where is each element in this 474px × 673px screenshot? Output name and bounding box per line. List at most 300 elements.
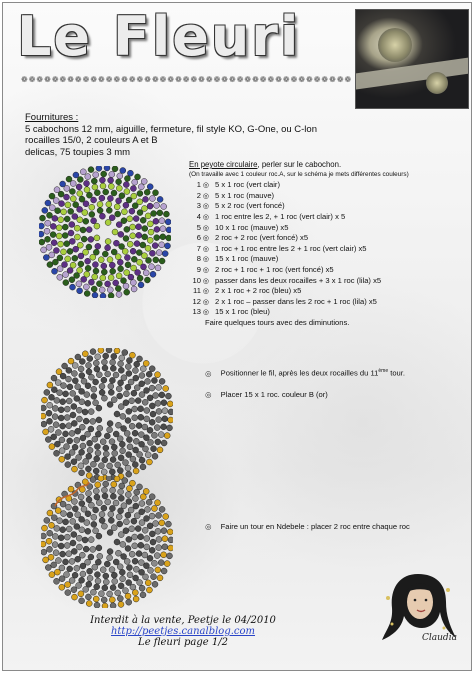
step-item xyxy=(189,201,459,212)
bead xyxy=(85,528,91,534)
bead xyxy=(83,418,89,424)
bead xyxy=(73,202,79,208)
bead xyxy=(94,584,100,590)
bead xyxy=(114,476,120,482)
bead xyxy=(63,272,69,278)
bead xyxy=(149,250,155,256)
bead xyxy=(120,168,126,174)
bead xyxy=(119,355,125,361)
bead xyxy=(125,593,131,599)
bead xyxy=(145,378,151,384)
step-item xyxy=(189,233,459,244)
bead xyxy=(162,536,168,542)
bead xyxy=(133,438,139,444)
bead xyxy=(138,184,144,190)
bead xyxy=(58,535,64,541)
bead xyxy=(109,597,115,603)
bead xyxy=(144,189,150,195)
bead xyxy=(109,215,115,221)
bead xyxy=(126,486,132,492)
bead xyxy=(142,552,148,558)
instructions-section xyxy=(189,160,459,328)
bead xyxy=(86,490,92,496)
bead xyxy=(52,268,58,274)
bead xyxy=(88,537,94,543)
bead xyxy=(71,532,77,538)
bead xyxy=(65,590,71,596)
bead xyxy=(106,476,112,481)
bead xyxy=(49,394,55,400)
bead xyxy=(120,541,126,547)
bead xyxy=(70,196,76,202)
bead xyxy=(80,563,86,569)
bead xyxy=(65,256,71,262)
bead xyxy=(131,518,137,524)
bead xyxy=(92,292,98,298)
bead xyxy=(107,549,113,555)
bead xyxy=(85,400,91,406)
bead xyxy=(47,382,53,388)
bead xyxy=(149,366,155,372)
bead xyxy=(71,420,77,426)
bead xyxy=(51,375,57,381)
bead xyxy=(98,463,104,469)
bead xyxy=(115,590,121,596)
bead xyxy=(41,247,47,253)
bead xyxy=(109,505,115,511)
bead xyxy=(102,493,108,499)
bead xyxy=(84,291,90,297)
bead xyxy=(103,573,109,579)
bead xyxy=(138,542,144,548)
bead xyxy=(58,407,64,413)
bead xyxy=(95,450,101,456)
supplies-line: delicas, 75 toupies 3 mm xyxy=(25,146,131,158)
bead xyxy=(114,411,120,417)
step-item xyxy=(189,254,459,265)
bead xyxy=(139,501,145,507)
bead xyxy=(146,499,152,505)
bead xyxy=(100,183,106,189)
note-text-end: tour. xyxy=(388,368,405,378)
bead xyxy=(145,580,151,586)
bead xyxy=(151,211,157,217)
bead xyxy=(153,393,159,399)
bead xyxy=(77,177,83,183)
bead xyxy=(126,499,132,505)
bead xyxy=(88,502,94,508)
bead xyxy=(71,404,77,410)
bead xyxy=(52,533,58,539)
bead xyxy=(63,391,69,397)
bead xyxy=(105,281,111,287)
bead xyxy=(168,417,173,423)
bead xyxy=(152,581,158,587)
bead xyxy=(85,265,91,271)
bead xyxy=(93,468,99,474)
bead xyxy=(149,531,155,537)
bead xyxy=(151,446,157,452)
bead xyxy=(88,426,94,432)
bead xyxy=(100,293,106,298)
bead xyxy=(153,257,159,263)
bead xyxy=(72,506,78,512)
bead xyxy=(54,187,60,193)
footer xyxy=(63,615,303,648)
bead xyxy=(109,567,115,573)
bead xyxy=(80,227,86,233)
bead xyxy=(51,562,57,568)
bead xyxy=(108,177,114,183)
bead xyxy=(136,423,142,429)
bead xyxy=(130,248,136,254)
bead xyxy=(72,214,78,220)
step-text: 15 x 1 roc (bleu) xyxy=(215,307,270,317)
bead xyxy=(118,266,124,272)
bead xyxy=(63,431,69,437)
bead xyxy=(59,448,65,454)
bead xyxy=(95,578,101,584)
bead xyxy=(164,561,170,567)
bead xyxy=(166,235,171,241)
bead xyxy=(140,494,146,500)
bead xyxy=(69,430,75,436)
bead xyxy=(106,207,112,213)
bead xyxy=(144,516,150,522)
bead xyxy=(62,224,68,230)
bead xyxy=(47,530,53,536)
bead xyxy=(140,592,146,598)
bead xyxy=(112,166,118,172)
bead xyxy=(134,361,140,367)
bead xyxy=(151,560,157,566)
step-text: 10 x 1 roc (mauve) x5 xyxy=(215,222,289,232)
bead xyxy=(70,390,76,396)
bead xyxy=(153,521,159,527)
bead xyxy=(151,506,157,512)
bead xyxy=(121,209,127,215)
bead xyxy=(107,427,113,433)
bead xyxy=(103,451,109,457)
bead xyxy=(155,528,161,534)
bead xyxy=(71,459,77,465)
bead xyxy=(96,500,102,506)
bead xyxy=(42,207,48,213)
bead xyxy=(136,224,142,230)
bead xyxy=(44,517,50,523)
bead xyxy=(70,518,76,524)
bead xyxy=(86,244,92,250)
bead xyxy=(154,226,160,232)
bead xyxy=(66,504,72,510)
bead xyxy=(142,234,148,240)
footer-page-number: Le fleuri page 1/2 xyxy=(138,637,228,648)
bead xyxy=(110,487,116,493)
bead xyxy=(161,528,167,534)
bead xyxy=(127,241,133,247)
step-number: 1 ◎ xyxy=(189,180,209,191)
instructions-subheading: (On travaille avec 1 couleur roc.A, sur le schéma je mets différentes couleurs) xyxy=(189,170,409,178)
bead xyxy=(137,580,143,586)
bead xyxy=(158,560,164,566)
bead xyxy=(84,180,90,186)
bead xyxy=(86,192,92,198)
bead xyxy=(134,489,140,495)
bead xyxy=(123,202,129,208)
bead xyxy=(101,523,107,529)
bead xyxy=(67,384,73,390)
bead xyxy=(105,239,111,245)
bead xyxy=(135,174,141,180)
bead xyxy=(163,514,169,520)
bead xyxy=(107,463,113,469)
bead xyxy=(66,398,72,404)
bead xyxy=(133,468,139,474)
bead xyxy=(113,240,119,246)
step-number: 9 ◎ xyxy=(189,265,209,276)
bead xyxy=(140,366,146,372)
bead xyxy=(146,587,152,593)
bead xyxy=(82,210,88,216)
bead xyxy=(96,545,102,551)
closing-instruction: Faire quelques tours avec des diminutions. xyxy=(205,317,350,327)
bead xyxy=(81,276,87,282)
bead xyxy=(91,521,97,527)
bead xyxy=(130,224,136,230)
bead xyxy=(64,241,70,247)
bead xyxy=(90,461,96,467)
bead xyxy=(149,264,155,270)
step-item xyxy=(189,191,459,202)
bead xyxy=(131,256,137,262)
bead xyxy=(126,565,132,571)
bead xyxy=(118,583,124,589)
bead xyxy=(94,190,100,196)
bead xyxy=(155,567,161,573)
bead xyxy=(99,213,105,219)
bead xyxy=(151,574,157,580)
bead xyxy=(87,575,93,581)
bead xyxy=(145,452,151,458)
bead xyxy=(110,585,116,591)
instructions-heading xyxy=(189,160,459,170)
bead xyxy=(117,259,123,265)
bead xyxy=(77,191,83,197)
bead xyxy=(122,478,128,484)
bead xyxy=(57,518,63,524)
bead xyxy=(87,568,93,574)
bead xyxy=(139,509,145,515)
bead xyxy=(106,348,112,353)
bead xyxy=(156,417,162,423)
bead xyxy=(110,268,116,274)
bead xyxy=(53,422,59,428)
bead xyxy=(133,216,139,222)
bead xyxy=(78,494,84,500)
bead xyxy=(115,211,121,217)
bead xyxy=(111,525,117,531)
bead xyxy=(110,457,116,463)
bead xyxy=(82,537,88,543)
bead xyxy=(93,596,99,602)
diagram-gray-flower xyxy=(41,348,173,480)
bead xyxy=(142,226,148,232)
bead xyxy=(116,273,122,279)
bead xyxy=(71,587,77,593)
bead xyxy=(144,277,150,283)
step-item xyxy=(189,286,459,297)
bead xyxy=(130,186,136,192)
bead xyxy=(132,179,138,185)
bead xyxy=(129,480,135,486)
bead xyxy=(126,358,132,364)
step-number: 12 ◎ xyxy=(189,297,209,308)
bead xyxy=(126,599,132,605)
bead xyxy=(159,392,165,398)
step-number: 13 ◎ xyxy=(189,307,209,318)
photo-band xyxy=(355,55,469,90)
bead xyxy=(76,416,82,422)
bead xyxy=(131,193,137,199)
bead xyxy=(165,521,171,527)
bead xyxy=(123,519,129,525)
bead xyxy=(98,476,104,481)
bead xyxy=(111,190,117,196)
bead xyxy=(101,377,107,383)
bead xyxy=(132,415,138,421)
bead xyxy=(70,284,76,290)
bead xyxy=(137,275,143,281)
bead xyxy=(129,423,135,429)
bead xyxy=(80,443,86,449)
bead xyxy=(91,178,97,184)
bead xyxy=(76,281,82,287)
bead xyxy=(67,566,73,572)
flower-border-line: ❁❁❁❁❁❁❁❁❁❁❁❁❁❁❁❁❁❁❁❁❁❁❁❁❁❁❁❁❁❁❁❁❁❁❁❁❁❁❁❁❁❁❁ xyxy=(21,75,353,84)
bead xyxy=(132,406,138,412)
bead xyxy=(159,520,165,526)
bead xyxy=(135,526,141,532)
bead xyxy=(41,549,47,555)
bead xyxy=(103,481,109,487)
bead xyxy=(81,236,87,242)
bead xyxy=(49,193,55,199)
bead xyxy=(118,601,124,607)
bead xyxy=(149,196,155,202)
bead xyxy=(102,365,108,371)
bead xyxy=(69,558,75,564)
bead xyxy=(123,528,129,534)
bead xyxy=(111,481,117,487)
bead xyxy=(145,245,151,251)
bead xyxy=(147,221,153,227)
bead xyxy=(107,402,113,408)
bead xyxy=(132,558,138,564)
bead xyxy=(156,384,162,390)
bead xyxy=(75,354,81,360)
bead xyxy=(88,236,94,242)
bead xyxy=(154,235,160,241)
bead xyxy=(156,545,162,551)
bead xyxy=(149,419,155,425)
bead xyxy=(75,384,81,390)
bead xyxy=(126,536,132,542)
bead xyxy=(102,251,108,257)
bead xyxy=(131,286,137,292)
bead xyxy=(116,386,122,392)
bead xyxy=(72,572,78,578)
blog-link[interactable]: http://peetjes.canalblog.com xyxy=(110,626,256,637)
step-number: 5 ◎ xyxy=(189,223,209,234)
diagram-colored-flower xyxy=(39,166,171,298)
bead xyxy=(90,477,96,483)
bead xyxy=(84,520,90,526)
bead xyxy=(46,538,52,544)
note-position-thread xyxy=(205,368,405,378)
bead xyxy=(132,496,138,502)
bead xyxy=(43,429,49,435)
bead xyxy=(144,544,150,550)
bead xyxy=(73,246,79,252)
note-place-gold xyxy=(205,390,328,399)
bead xyxy=(76,583,82,589)
bead xyxy=(72,378,78,384)
bead xyxy=(105,371,111,377)
bead xyxy=(127,444,133,450)
bead xyxy=(147,427,153,433)
bead xyxy=(163,211,169,217)
bead xyxy=(106,201,112,207)
step-text: 15 x 1 roc (mauve) xyxy=(215,254,279,264)
bead xyxy=(86,362,92,368)
bead xyxy=(110,365,116,371)
bead xyxy=(151,378,157,384)
bead xyxy=(160,234,166,240)
bead xyxy=(107,555,113,561)
bead xyxy=(116,179,122,185)
bead xyxy=(147,555,153,561)
bead xyxy=(129,208,135,214)
bead xyxy=(163,386,169,392)
bead xyxy=(74,524,80,530)
bead xyxy=(125,492,131,498)
bead xyxy=(154,202,160,208)
bead xyxy=(89,211,95,217)
bead xyxy=(117,596,123,602)
bead xyxy=(54,525,60,531)
bead xyxy=(161,204,167,210)
bead xyxy=(132,368,138,374)
bead xyxy=(57,266,63,272)
steps-list xyxy=(189,180,459,327)
bead xyxy=(80,169,86,175)
bead xyxy=(56,225,62,231)
bead xyxy=(96,372,102,378)
bead xyxy=(146,371,152,377)
bead xyxy=(124,189,130,195)
signature-name: Claudia xyxy=(422,633,457,643)
bead xyxy=(158,432,164,438)
bead xyxy=(111,397,117,403)
bead xyxy=(91,393,97,399)
bead xyxy=(141,264,147,270)
bead xyxy=(156,250,162,256)
bead xyxy=(108,183,114,189)
bead xyxy=(98,591,104,597)
step-text: 5 x 1 roc (vert clair) xyxy=(215,180,280,190)
bead xyxy=(127,216,133,222)
bead xyxy=(52,215,58,221)
